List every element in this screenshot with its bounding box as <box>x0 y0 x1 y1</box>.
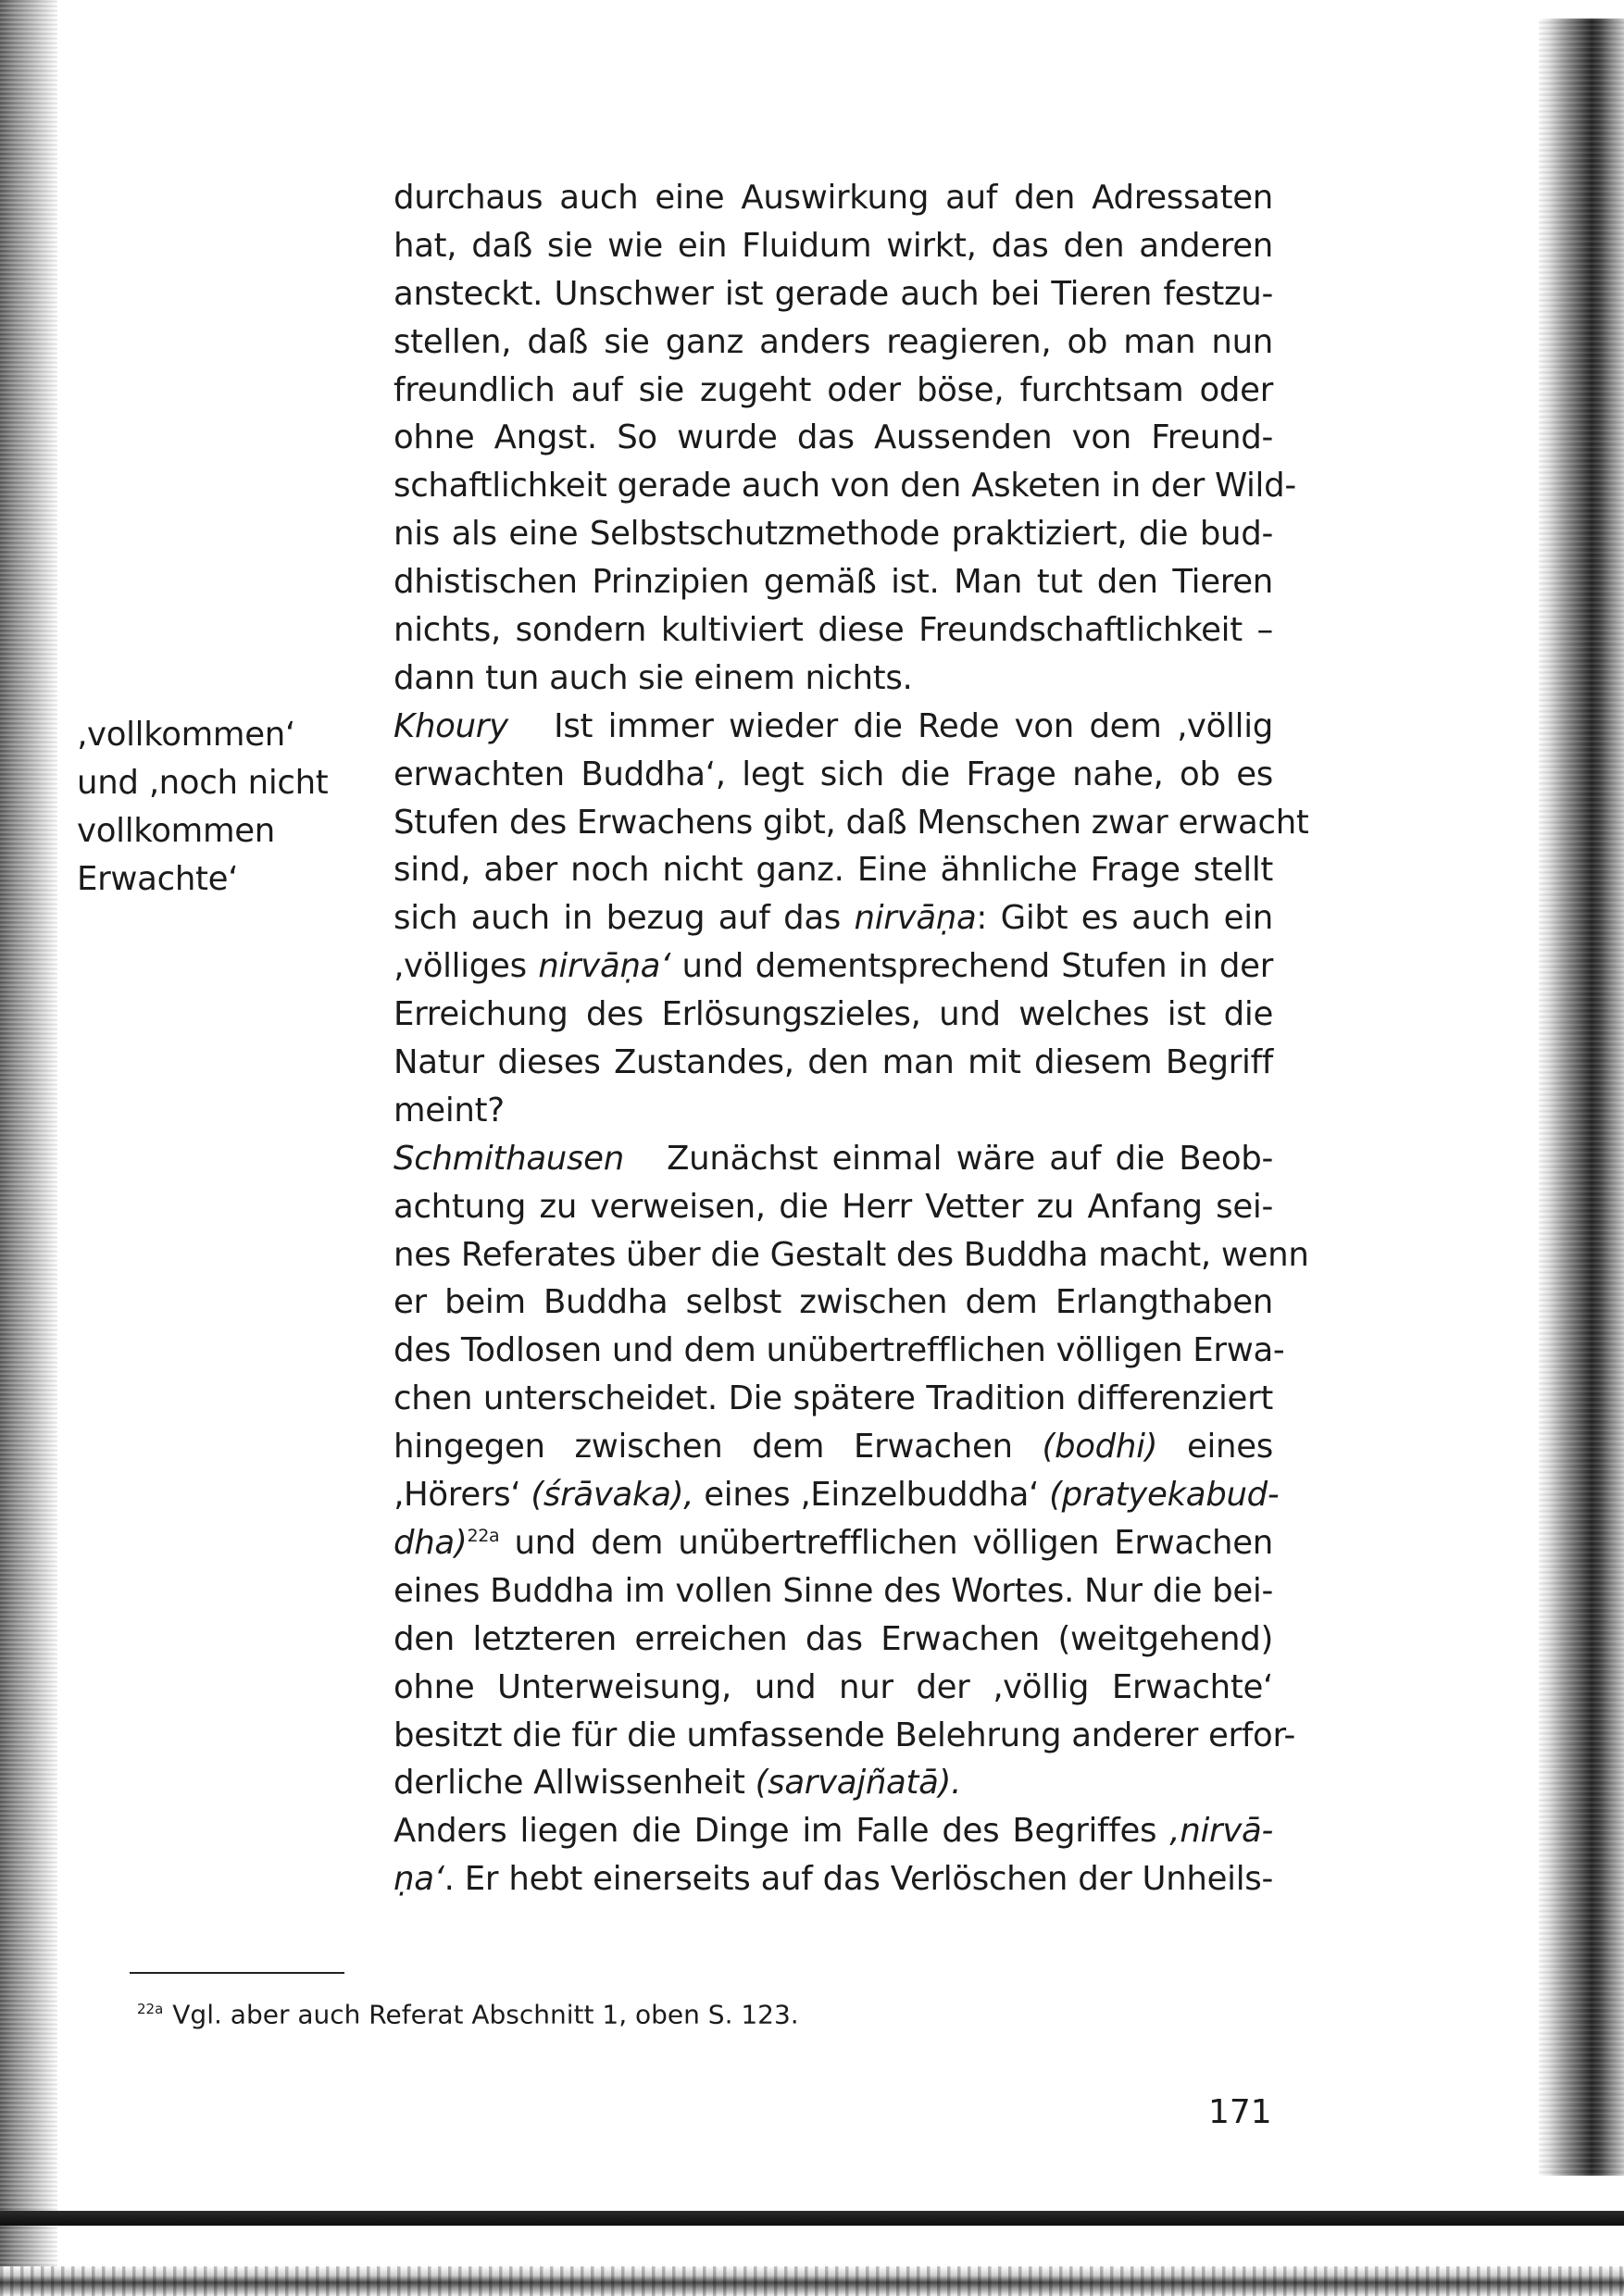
scan-binding-shadow-right <box>1539 19 1624 2176</box>
text-line: hat, daß sie wie ein Fluidum wirkt, das den anderen <box>394 226 1273 265</box>
margin-note-line: vollkommen <box>77 811 275 850</box>
text-line: chen unterscheidet. Die spätere Tradition differenziert <box>394 1379 1273 1418</box>
text-line <box>394 942 1273 991</box>
text-line: des Todlosen und dem unübertrefflichen völligen Erwa- <box>394 1331 1285 1370</box>
margin-note-line: Erwachte‘ <box>77 859 239 898</box>
italic-term: dha) <box>394 1523 468 1562</box>
speaker-name: Schmithausen <box>394 1139 624 1178</box>
text-segment: derliche Allwissenheit <box>394 1764 756 1803</box>
text-line: ohne Angst. So wurde das Aussenden von Freund- <box>394 418 1273 457</box>
text-segment: Zunächst einmal wäre auf die Beob- <box>667 1139 1273 1178</box>
speaker-name: Khoury <box>394 706 508 745</box>
main-text <box>394 174 1309 1903</box>
text-line: nes Referates über die Gestalt des Buddha macht, wenn <box>394 1235 1309 1274</box>
text-line: meint? <box>394 1091 505 1129</box>
footnote <box>137 1990 799 2033</box>
scan-bottom-band <box>0 2211 1624 2226</box>
footnote-text: Vgl. aber auch Referat Abschnitt 1, oben S. 123. <box>172 1999 799 2030</box>
italic-term: (sarvajñatā). <box>755 1764 962 1803</box>
footnote-reference: 22a <box>467 1526 500 1547</box>
text-segment: und dem unübertrefflichen völligen Erwachen <box>499 1523 1273 1562</box>
italic-term: ṇa‘ <box>394 1860 444 1899</box>
text-segment: ‚völliges <box>394 947 539 986</box>
text-line: achtung zu verweisen, die Herr Vetter zu Anfang sei- <box>394 1187 1273 1226</box>
text-line: er beim Buddha selbst zwischen dem Erlangthaben <box>394 1283 1273 1322</box>
text-line: erwachten Buddha‘, legt sich die Frage nahe, ob es <box>394 755 1273 793</box>
text-line <box>394 1519 1273 1567</box>
text-line: Natur dieses Zustandes, den man mit diesem Begriff <box>394 1043 1273 1082</box>
text-segment: Anders liegen die Dinge im Falle des Begriffes <box>394 1812 1170 1851</box>
text-line <box>394 1135 1273 1183</box>
text-segment: . Er hebt einerseits auf das Verlöschen der Unheils- <box>443 1860 1273 1899</box>
text-segment: und dementsprechend Stufen in der <box>670 947 1273 986</box>
text-line: nis als eine Selbstschutzmethode praktiziert, die bud- <box>394 515 1273 554</box>
italic-term: (bodhi) <box>1042 1428 1158 1466</box>
text-line <box>394 1471 1280 1519</box>
margin-note-line: ‚vollkommen‘ <box>77 716 295 754</box>
text-line <box>394 1807 1273 1855</box>
text-line: durchaus auch eine Auswirkung auf den Adressaten <box>394 179 1273 217</box>
text-line: ansteckt. Unschwer ist gerade auch bei Tieren festzu- <box>394 274 1273 313</box>
text-line: stellen, daß sie ganz anders reagieren, ob man nun <box>394 322 1273 361</box>
footnote-marker: 22a <box>137 2001 164 2017</box>
text-line <box>394 703 1273 751</box>
italic-term: (pratyekabud- <box>1049 1476 1280 1515</box>
margin-note <box>77 711 345 904</box>
scan-bottom-edge <box>0 2266 1624 2296</box>
text-line: den letzteren erreichen das Erwachen (weitgehend) <box>394 1619 1273 1658</box>
text-line: dann tun auch sie einem nichts. <box>394 658 913 697</box>
text-line: sind, aber noch nicht ganz. Eine ähnliche Frage stellt <box>394 851 1273 890</box>
text-line: besitzt die für die umfassende Belehrung anderer erfor- <box>394 1716 1295 1754</box>
text-line <box>394 1759 1273 1807</box>
text-segment: eines <box>1157 1428 1273 1466</box>
text-segment: sich auch in bezug auf das <box>394 899 855 938</box>
scan-binding-shadow-left <box>0 0 57 2296</box>
italic-term: nirvāṇa‘ <box>538 947 671 986</box>
text-line: ohne Unterweisung, und nur der ‚völlig Erwachte‘ <box>394 1667 1273 1706</box>
margin-note-line: und ‚noch nicht <box>77 763 329 802</box>
italic-term: nirvāṇa <box>854 899 977 938</box>
text-line: Erreichung des Erlösungszieles, und welches ist die <box>394 995 1273 1034</box>
text-segment: Ist immer wieder die Rede von dem ‚völlig <box>554 706 1273 745</box>
text-segment: eines ‚Einzelbuddha‘ <box>693 1476 1050 1515</box>
page-number: 171 <box>1208 2093 1272 2131</box>
text-segment: : Gibt es auch ein <box>976 899 1273 938</box>
text-line: eines Buddha im vollen Sinne des Wortes. Nur die bei- <box>394 1571 1273 1610</box>
text-line <box>394 1423 1273 1471</box>
text-line: schaftlichkeit gerade auch von den Asketen in der Wild- <box>394 467 1296 505</box>
footnote-rule <box>130 1972 344 1974</box>
text-line: dhistischen Prinzipien gemäß ist. Man tut den Tieren <box>394 563 1273 602</box>
text-segment: ‚Hörers‘ <box>394 1476 531 1515</box>
text-line: Stufen des Erwachens gibt, daß Menschen zwar erwacht <box>394 803 1309 842</box>
italic-term: ‚nirvā- <box>1169 1812 1273 1851</box>
text-line: nichts, sondern kultiviert diese Freundschaftlichkeit – <box>394 611 1273 650</box>
italic-term: (śrāvaka), <box>531 1476 694 1515</box>
text-line: freundlich auf sie zugeht oder böse, furchtsam oder <box>394 370 1273 409</box>
text-segment: hingegen zwischen dem Erwachen <box>394 1428 1043 1466</box>
text-line <box>394 1855 1273 1903</box>
text-line <box>394 894 1273 942</box>
